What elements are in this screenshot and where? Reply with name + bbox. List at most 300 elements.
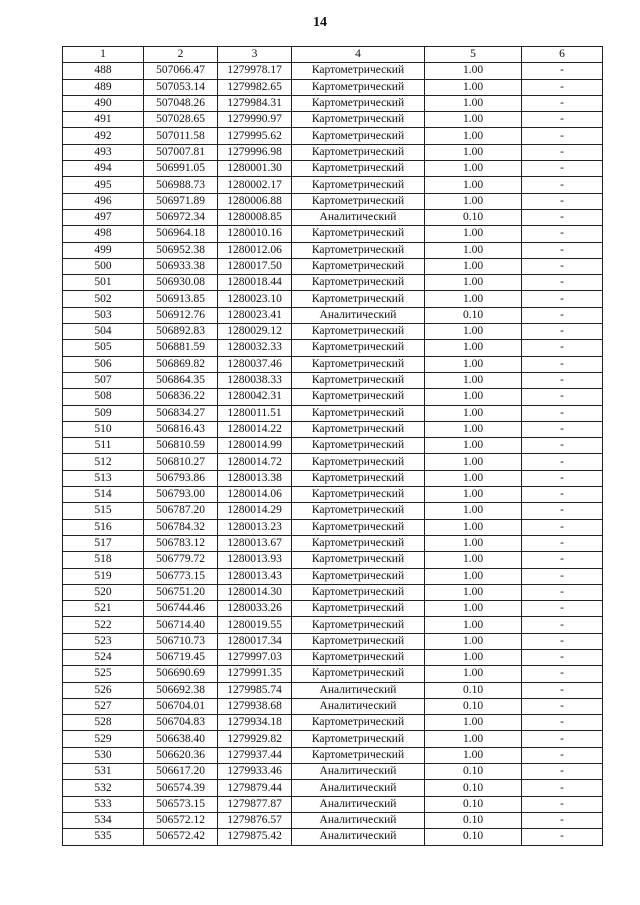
table-row [63, 275, 603, 291]
cell-point-number: 488 [63, 63, 144, 79]
cell-note: - [522, 552, 603, 568]
cell-note: - [522, 568, 603, 584]
cell-point-number: 489 [63, 79, 144, 95]
header-row [63, 47, 603, 63]
cell-coord-x: 506573.15 [144, 796, 218, 812]
cell-point-number: 494 [63, 161, 144, 177]
cell-method: Картометрический [292, 242, 425, 258]
cell-accuracy: 1.00 [425, 372, 522, 388]
cell-accuracy: 0.10 [425, 796, 522, 812]
cell-point-number: 504 [63, 324, 144, 340]
cell-coord-y: 1279990.97 [218, 112, 292, 128]
cell-method: Картометрический [292, 601, 425, 617]
cell-point-number: 520 [63, 584, 144, 600]
cell-coord-y: 1280042.31 [218, 389, 292, 405]
cell-method: Аналитический [292, 796, 425, 812]
cell-accuracy: 1.00 [425, 470, 522, 486]
table-row [63, 519, 603, 535]
table-row [63, 666, 603, 682]
cell-method: Картометрический [292, 421, 425, 437]
cell-point-number: 508 [63, 389, 144, 405]
cell-accuracy: 1.00 [425, 666, 522, 682]
cell-coord-y: 1280014.29 [218, 503, 292, 519]
cell-point-number: 522 [63, 617, 144, 633]
cell-accuracy: 1.00 [425, 633, 522, 649]
cell-point-number: 529 [63, 731, 144, 747]
cell-method: Картометрический [292, 666, 425, 682]
coordinates-table [62, 46, 603, 846]
header-cell-3: 3 [218, 47, 292, 63]
cell-coord-y: 1280037.46 [218, 356, 292, 372]
cell-coord-y: 1280029.12 [218, 324, 292, 340]
cell-accuracy: 1.00 [425, 128, 522, 144]
cell-point-number: 507 [63, 372, 144, 388]
cell-accuracy: 1.00 [425, 258, 522, 274]
table-row [63, 291, 603, 307]
cell-coord-x: 506572.42 [144, 829, 218, 845]
table-row [63, 209, 603, 225]
cell-coord-y: 1279879.44 [218, 780, 292, 796]
cell-note: - [522, 275, 603, 291]
cell-method: Картометрический [292, 324, 425, 340]
cell-point-number: 528 [63, 715, 144, 731]
cell-coord-y: 1280013.67 [218, 535, 292, 551]
cell-accuracy: 1.00 [425, 747, 522, 763]
cell-accuracy: 1.00 [425, 356, 522, 372]
cell-accuracy: 1.00 [425, 242, 522, 258]
cell-coord-x: 506773.15 [144, 568, 218, 584]
cell-method: Картометрический [292, 389, 425, 405]
cell-note: - [522, 242, 603, 258]
table-row [63, 764, 603, 780]
header-cell-6: 6 [522, 47, 603, 63]
table-row [63, 454, 603, 470]
cell-coord-y: 1280013.93 [218, 552, 292, 568]
cell-method: Картометрический [292, 405, 425, 421]
cell-coord-y: 1280014.06 [218, 487, 292, 503]
cell-note: - [522, 682, 603, 698]
page-number: 14 [313, 15, 327, 30]
cell-note: - [522, 389, 603, 405]
cell-coord-x: 506714.40 [144, 617, 218, 633]
table-row [63, 796, 603, 812]
cell-note: - [522, 356, 603, 372]
table-row [63, 307, 603, 323]
cell-method: Картометрический [292, 161, 425, 177]
table-row [63, 552, 603, 568]
cell-method: Картометрический [292, 747, 425, 763]
cell-method: Аналитический [292, 829, 425, 845]
table-row [63, 747, 603, 763]
cell-coord-y: 1280013.43 [218, 568, 292, 584]
cell-note: - [522, 715, 603, 731]
cell-coord-y: 1279984.31 [218, 95, 292, 111]
cell-coord-x: 507066.47 [144, 63, 218, 79]
cell-accuracy: 1.00 [425, 617, 522, 633]
cell-accuracy: 1.00 [425, 503, 522, 519]
cell-note: - [522, 470, 603, 486]
cell-coord-x: 506638.40 [144, 731, 218, 747]
table-row [63, 324, 603, 340]
cell-coord-y: 1280014.99 [218, 438, 292, 454]
cell-note: - [522, 796, 603, 812]
cell-coord-x: 506964.18 [144, 226, 218, 242]
cell-point-number: 526 [63, 682, 144, 698]
cell-note: - [522, 421, 603, 437]
cell-coord-x: 506779.72 [144, 552, 218, 568]
cell-method: Картометрический [292, 519, 425, 535]
table-row [63, 698, 603, 714]
cell-point-number: 495 [63, 177, 144, 193]
cell-point-number: 525 [63, 666, 144, 682]
cell-method: Картометрический [292, 144, 425, 160]
table-row [63, 226, 603, 242]
cell-coord-y: 1279937.44 [218, 747, 292, 763]
cell-coord-x: 506864.35 [144, 372, 218, 388]
cell-coord-x: 507048.26 [144, 95, 218, 111]
cell-note: - [522, 584, 603, 600]
cell-note: - [522, 95, 603, 111]
cell-point-number: 532 [63, 780, 144, 796]
cell-accuracy: 1.00 [425, 568, 522, 584]
cell-accuracy: 1.00 [425, 161, 522, 177]
cell-coord-x: 506620.36 [144, 747, 218, 763]
cell-accuracy: 1.00 [425, 112, 522, 128]
cell-accuracy: 1.00 [425, 324, 522, 340]
cell-method: Аналитический [292, 307, 425, 323]
cell-coord-x: 506751.20 [144, 584, 218, 600]
cell-note: - [522, 372, 603, 388]
cell-coord-x: 506869.82 [144, 356, 218, 372]
cell-point-number: 496 [63, 193, 144, 209]
table-row [63, 193, 603, 209]
cell-point-number: 533 [63, 796, 144, 812]
cell-accuracy: 1.00 [425, 95, 522, 111]
cell-point-number: 498 [63, 226, 144, 242]
header-cell-5: 5 [425, 47, 522, 63]
cell-accuracy: 0.10 [425, 682, 522, 698]
cell-coord-y: 1279929.82 [218, 731, 292, 747]
cell-coord-y: 1280013.23 [218, 519, 292, 535]
cell-coord-x: 507028.65 [144, 112, 218, 128]
cell-coord-y: 1280017.34 [218, 633, 292, 649]
header-cell-1: 1 [63, 47, 144, 63]
table-row [63, 258, 603, 274]
table-row [63, 128, 603, 144]
cell-point-number: 506 [63, 356, 144, 372]
cell-coord-y: 1280006.88 [218, 193, 292, 209]
cell-coord-y: 1280011.51 [218, 405, 292, 421]
cell-accuracy: 0.10 [425, 764, 522, 780]
cell-point-number: 510 [63, 421, 144, 437]
cell-method: Картометрический [292, 454, 425, 470]
cell-note: - [522, 161, 603, 177]
cell-accuracy: 1.00 [425, 177, 522, 193]
cell-coord-y: 1279978.17 [218, 63, 292, 79]
table-row [63, 535, 603, 551]
cell-point-number: 497 [63, 209, 144, 225]
cell-coord-y: 1280018.44 [218, 275, 292, 291]
cell-point-number: 493 [63, 144, 144, 160]
cell-coord-y: 1280001.30 [218, 161, 292, 177]
cell-method: Картометрический [292, 503, 425, 519]
table-row [63, 470, 603, 486]
cell-coord-y: 1280019.55 [218, 617, 292, 633]
cell-point-number: 531 [63, 764, 144, 780]
table-row [63, 617, 603, 633]
cell-coord-y: 1280012.06 [218, 242, 292, 258]
cell-coord-x: 506783.12 [144, 535, 218, 551]
cell-method: Картометрический [292, 617, 425, 633]
cell-method: Картометрический [292, 128, 425, 144]
cell-accuracy: 1.00 [425, 79, 522, 95]
cell-method: Картометрический [292, 226, 425, 242]
cell-note: - [522, 617, 603, 633]
table-row [63, 421, 603, 437]
cell-accuracy: 1.00 [425, 63, 522, 79]
table-row [63, 715, 603, 731]
table-row [63, 112, 603, 128]
cell-method: Картометрический [292, 63, 425, 79]
table-header [63, 47, 603, 63]
cell-note: - [522, 177, 603, 193]
cell-note: - [522, 226, 603, 242]
cell-point-number: 511 [63, 438, 144, 454]
table-row [63, 372, 603, 388]
cell-accuracy: 1.00 [425, 226, 522, 242]
cell-coord-x: 506933.38 [144, 258, 218, 274]
cell-note: - [522, 144, 603, 160]
cell-note: - [522, 633, 603, 649]
cell-method: Картометрический [292, 291, 425, 307]
cell-note: - [522, 764, 603, 780]
cell-coord-x: 506690.69 [144, 666, 218, 682]
cell-method: Картометрический [292, 731, 425, 747]
cell-method: Картометрический [292, 568, 425, 584]
cell-method: Картометрический [292, 193, 425, 209]
cell-note: - [522, 291, 603, 307]
cell-coord-y: 1280038.33 [218, 372, 292, 388]
cell-coord-y: 1280002.17 [218, 177, 292, 193]
cell-method: Аналитический [292, 764, 425, 780]
cell-note: - [522, 747, 603, 763]
cell-point-number: 535 [63, 829, 144, 845]
cell-point-number: 500 [63, 258, 144, 274]
cell-accuracy: 1.00 [425, 715, 522, 731]
cell-note: - [522, 829, 603, 845]
cell-accuracy: 0.10 [425, 209, 522, 225]
cell-point-number: 521 [63, 601, 144, 617]
cell-coord-y: 1280013.38 [218, 470, 292, 486]
cell-point-number: 519 [63, 568, 144, 584]
cell-accuracy: 1.00 [425, 275, 522, 291]
cell-coord-y: 1279938.68 [218, 698, 292, 714]
cell-note: - [522, 405, 603, 421]
cell-coord-x: 506574.39 [144, 780, 218, 796]
cell-method: Картометрический [292, 438, 425, 454]
cell-accuracy: 1.00 [425, 487, 522, 503]
table-row [63, 63, 603, 79]
cell-method: Аналитический [292, 698, 425, 714]
cell-point-number: 492 [63, 128, 144, 144]
cell-accuracy: 1.00 [425, 601, 522, 617]
cell-method: Картометрический [292, 340, 425, 356]
cell-note: - [522, 519, 603, 535]
cell-accuracy: 1.00 [425, 535, 522, 551]
cell-point-number: 530 [63, 747, 144, 763]
cell-coord-y: 1279996.98 [218, 144, 292, 160]
cell-accuracy: 0.10 [425, 780, 522, 796]
cell-note: - [522, 812, 603, 828]
cell-method: Картометрический [292, 356, 425, 372]
cell-note: - [522, 258, 603, 274]
table-row [63, 487, 603, 503]
cell-note: - [522, 128, 603, 144]
table-row [63, 161, 603, 177]
cell-method: Картометрический [292, 535, 425, 551]
cell-accuracy: 0.10 [425, 698, 522, 714]
cell-accuracy: 1.00 [425, 731, 522, 747]
cell-accuracy: 0.10 [425, 829, 522, 845]
cell-method: Картометрический [292, 552, 425, 568]
table-row [63, 829, 603, 845]
cell-point-number: 503 [63, 307, 144, 323]
cell-note: - [522, 324, 603, 340]
table-row [63, 242, 603, 258]
cell-method: Картометрический [292, 112, 425, 128]
cell-coord-x: 506787.20 [144, 503, 218, 519]
cell-coord-x: 506793.86 [144, 470, 218, 486]
cell-point-number: 516 [63, 519, 144, 535]
table-row [63, 340, 603, 356]
cell-coord-x: 506972.34 [144, 209, 218, 225]
cell-method: Картометрический [292, 372, 425, 388]
cell-coord-x: 506952.38 [144, 242, 218, 258]
cell-coord-x: 506810.27 [144, 454, 218, 470]
table-row [63, 144, 603, 160]
cell-note: - [522, 79, 603, 95]
cell-coord-x: 506892.83 [144, 324, 218, 340]
cell-coord-x: 506719.45 [144, 649, 218, 665]
cell-method: Картометрический [292, 633, 425, 649]
cell-accuracy: 1.00 [425, 421, 522, 437]
cell-note: - [522, 209, 603, 225]
cell-note: - [522, 307, 603, 323]
cell-coord-x: 506710.73 [144, 633, 218, 649]
cell-note: - [522, 503, 603, 519]
cell-coord-x: 506991.05 [144, 161, 218, 177]
cell-point-number: 514 [63, 487, 144, 503]
cell-coord-x: 506988.73 [144, 177, 218, 193]
cell-point-number: 499 [63, 242, 144, 258]
cell-coord-x: 506834.27 [144, 405, 218, 421]
cell-coord-y: 1279982.65 [218, 79, 292, 95]
cell-accuracy: 1.00 [425, 438, 522, 454]
cell-coord-y: 1280014.30 [218, 584, 292, 600]
cell-point-number: 505 [63, 340, 144, 356]
cell-accuracy: 1.00 [425, 193, 522, 209]
cell-point-number: 534 [63, 812, 144, 828]
cell-method: Картометрический [292, 715, 425, 731]
cell-coord-x: 506704.01 [144, 698, 218, 714]
header-cell-4: 4 [292, 47, 425, 63]
cell-note: - [522, 340, 603, 356]
cell-coord-x: 506836.22 [144, 389, 218, 405]
cell-accuracy: 1.00 [425, 552, 522, 568]
cell-coord-y: 1280023.41 [218, 307, 292, 323]
cell-coord-x: 507007.81 [144, 144, 218, 160]
cell-method: Картометрический [292, 79, 425, 95]
cell-note: - [522, 438, 603, 454]
cell-coord-y: 1279877.87 [218, 796, 292, 812]
cell-coord-y: 1279991.35 [218, 666, 292, 682]
cell-coord-x: 506744.46 [144, 601, 218, 617]
cell-point-number: 524 [63, 649, 144, 665]
table-row [63, 601, 603, 617]
cell-point-number: 491 [63, 112, 144, 128]
cell-coord-x: 506572.12 [144, 812, 218, 828]
cell-coord-y: 1279876.57 [218, 812, 292, 828]
table-row [63, 568, 603, 584]
table-row [63, 584, 603, 600]
cell-coord-y: 1280014.72 [218, 454, 292, 470]
cell-note: - [522, 112, 603, 128]
cell-method: Картометрический [292, 95, 425, 111]
cell-coord-x: 506971.89 [144, 193, 218, 209]
table-row [63, 812, 603, 828]
table-row [63, 177, 603, 193]
cell-method: Картометрический [292, 275, 425, 291]
table-row [63, 682, 603, 698]
cell-point-number: 512 [63, 454, 144, 470]
cell-note: - [522, 649, 603, 665]
cell-accuracy: 1.00 [425, 519, 522, 535]
cell-method: Аналитический [292, 209, 425, 225]
cell-coord-y: 1280014.22 [218, 421, 292, 437]
cell-note: - [522, 698, 603, 714]
cell-point-number: 515 [63, 503, 144, 519]
cell-coord-y: 1280008.85 [218, 209, 292, 225]
cell-point-number: 517 [63, 535, 144, 551]
cell-method: Картометрический [292, 487, 425, 503]
cell-note: - [522, 535, 603, 551]
cell-accuracy: 1.00 [425, 340, 522, 356]
cell-method: Аналитический [292, 812, 425, 828]
table-row [63, 503, 603, 519]
header-cell-2: 2 [144, 47, 218, 63]
cell-coord-y: 1280010.16 [218, 226, 292, 242]
cell-coord-y: 1280023.10 [218, 291, 292, 307]
cell-note: - [522, 601, 603, 617]
table-row [63, 633, 603, 649]
cell-accuracy: 1.00 [425, 389, 522, 405]
cell-coord-x: 506793.00 [144, 487, 218, 503]
cell-coord-x: 507053.14 [144, 79, 218, 95]
cell-coord-y: 1280032.33 [218, 340, 292, 356]
cell-coord-y: 1280017.50 [218, 258, 292, 274]
cell-coord-y: 1279997.03 [218, 649, 292, 665]
cell-note: - [522, 666, 603, 682]
cell-accuracy: 0.10 [425, 307, 522, 323]
cell-method: Картометрический [292, 177, 425, 193]
cell-coord-x: 506784.32 [144, 519, 218, 535]
table-row [63, 356, 603, 372]
table-row [63, 731, 603, 747]
cell-accuracy: 1.00 [425, 454, 522, 470]
cell-coord-x: 506704.83 [144, 715, 218, 731]
cell-method: Картометрический [292, 258, 425, 274]
cell-method: Картометрический [292, 649, 425, 665]
